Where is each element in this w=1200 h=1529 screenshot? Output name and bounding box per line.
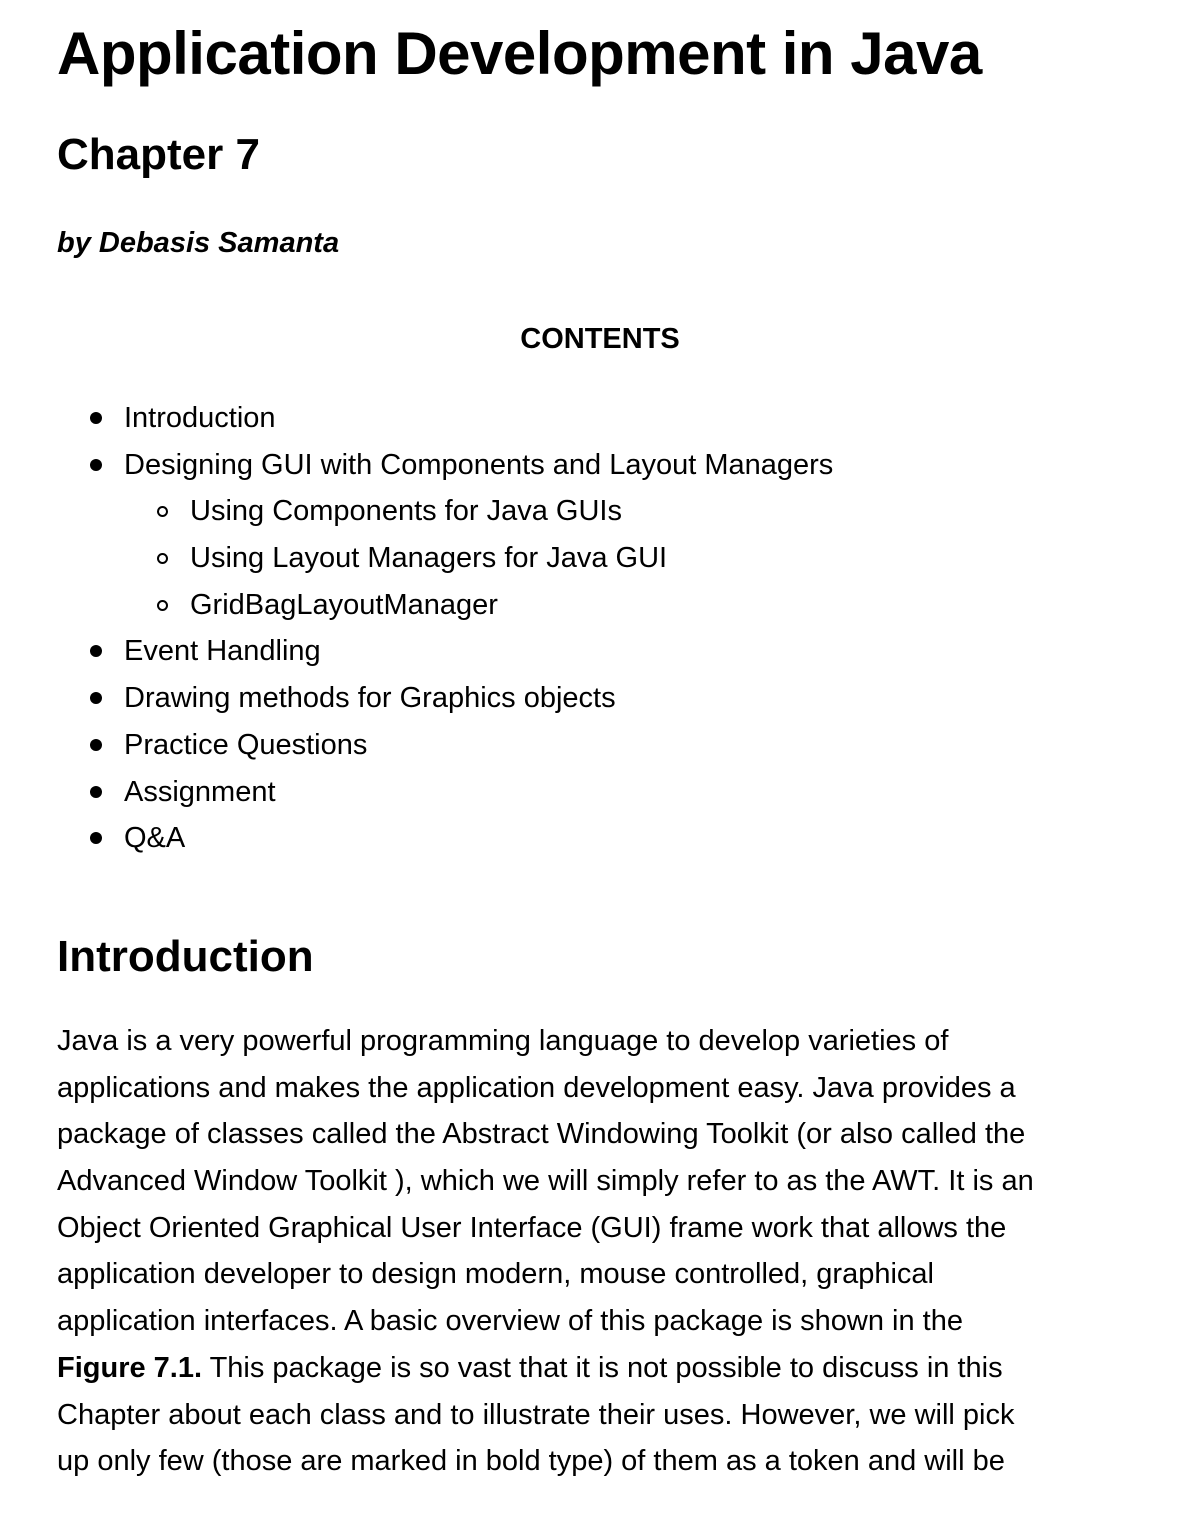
bullet-icon [90, 459, 102, 471]
paragraph-line: Advanced Window Toolkit ), which we will simply refer to as the AWT. It is an [57, 1165, 1034, 1198]
paragraph-line: applications and makes the application development easy. Java provides a [57, 1071, 1016, 1104]
author-byline: by Debasis Samanta [57, 227, 340, 259]
toc-item-designing-gui[interactable] [57, 442, 833, 489]
paragraph-line: Object Oriented Graphical User Interface (GUI) frame work that allows the [57, 1211, 1007, 1244]
toc-subitem-using-layout-managers[interactable] [57, 535, 833, 582]
toc-item-introduction[interactable] [57, 395, 833, 442]
introduction-paragraph [57, 1018, 1143, 1485]
figure-reference: Figure 7.1. [57, 1351, 203, 1384]
toc-item-label: Q&A [124, 822, 186, 855]
section-heading-introduction: Introduction [57, 932, 314, 981]
toc-item-label: Assignment [124, 775, 276, 808]
toc-item-assignment[interactable] [57, 769, 833, 816]
paragraph-line: Java is a very powerful programming language to develop varieties of [57, 1025, 949, 1057]
table-of-contents [57, 395, 833, 862]
paragraph-line: application developer to design modern, mouse controlled, graphical [57, 1258, 934, 1291]
toc-item-drawing-methods[interactable] [57, 675, 833, 722]
toc-item-label: Using Components for Java GUIs [190, 495, 622, 528]
toc-subitem-gridbaglayoutmanager[interactable] [57, 582, 833, 629]
bullet-icon [90, 786, 102, 798]
bullet-icon [90, 739, 102, 751]
document-title: Application Development in Java [57, 20, 982, 87]
paragraph-line: package of classes called the Abstract Windowing Toolkit (or also called the [57, 1118, 1026, 1151]
contents-heading: CONTENTS [520, 323, 680, 355]
toc-item-label: Practice Questions [124, 728, 368, 761]
toc-item-event-handling[interactable] [57, 628, 833, 675]
circle-bullet-icon [157, 553, 168, 564]
paragraph-line: Chapter about each class and to illustrate their uses. However, we will pick [57, 1398, 1015, 1431]
circle-bullet-icon [157, 506, 168, 517]
toc-item-label: Drawing methods for Graphics objects [124, 682, 616, 715]
bullet-icon [90, 645, 102, 657]
paragraph-line [57, 1345, 1143, 1392]
chapter-heading: Chapter 7 [57, 130, 260, 179]
paragraph-line: up only few (those are marked in bold type) of them as a token and will be [57, 1445, 1005, 1478]
bullet-icon [90, 412, 102, 424]
toc-item-label: Using Layout Managers for Java GUI [190, 542, 668, 575]
toc-subitem-using-components[interactable] [57, 488, 833, 535]
bullet-icon [90, 692, 102, 704]
toc-item-qa[interactable] [57, 815, 833, 862]
paragraph-line: application interfaces. A basic overview of this package is shown in the [57, 1305, 963, 1338]
paragraph-line-text: This package is so vast that it is not possible to discuss in this [202, 1351, 1003, 1384]
toc-item-label: GridBagLayoutManager [190, 588, 498, 621]
circle-bullet-icon [157, 600, 168, 611]
bullet-icon [90, 832, 102, 844]
toc-item-label: Event Handling [124, 635, 321, 668]
toc-item-label: Introduction [124, 402, 276, 434]
toc-item-practice-questions[interactable] [57, 722, 833, 769]
toc-item-label: Designing GUI with Components and Layout Managers [124, 448, 834, 481]
